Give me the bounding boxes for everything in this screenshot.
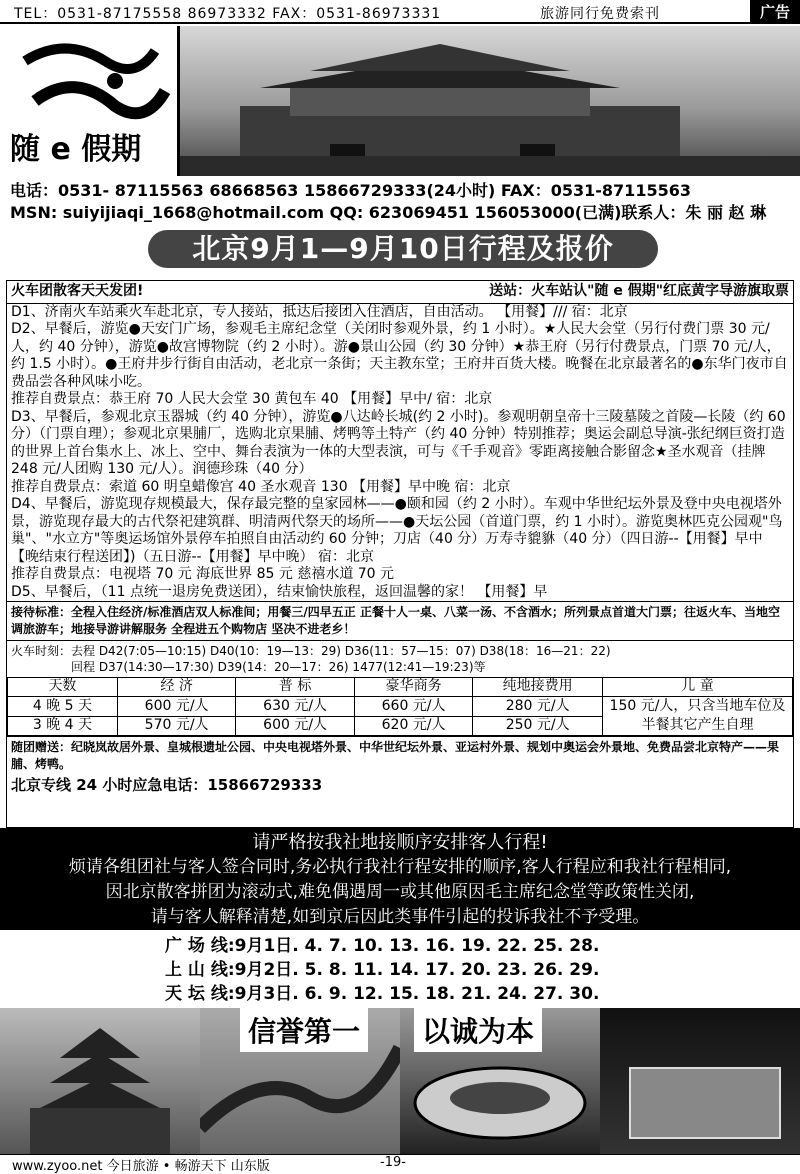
pickup-note: 送站：火车站认"随 e 假期"红底黄字导游旗取票: [489, 283, 789, 299]
optional-sights: 推荐自费景点：电视塔 70 元 海底世界 85 元 慈禧水道 70 元: [11, 566, 395, 582]
notice-line: 烦请各组团社与客人签合同时,务必执行我社行程安排的顺序,客人行程应和我社行程相同,: [68, 857, 732, 877]
table-cell: 570 元/人: [117, 716, 235, 736]
optional-sights: 推荐自费景点：索道 60 明皇蜡像宫 40 圣水观音 130 【用餐】早中晚 宿：北京: [11, 478, 511, 495]
return-trains: 回程 D37(14:30—17:30) D39(14：20—17：26) 1477(12:41—19:23)等: [71, 660, 486, 674]
outbound-trains: 火车时刻：去程 D42(7:05—10:15) D40(10：19—13：29) D36(11：57—15：07) D38(18：16—21：22): [11, 644, 611, 658]
page-number: -19-: [380, 1155, 406, 1170]
header-banner: [0, 26, 800, 176]
column-header: 儿 童: [603, 678, 793, 697]
table-cell: 600 元/人: [236, 716, 354, 736]
top-contact: TEL：0531-87175558 86973332 FAX：0531-86973331: [14, 6, 442, 22]
water-cube-icon: [600, 1008, 800, 1154]
day-item: D4、早餐后，游览现存规模最大，保存最完整的皇家园林——●颐和园（约 2 小时）。车观中华世纪坛外景及登中央电视塔外景，游览现存最大的古代祭祀建筑群、明清两代祭天的场所——●天坛公园（首道门票，约 1 小时）。游览奥林匹克公园观"鸟巢"、"水立方"等奥运场馆外景停车拍照自由活动约 60 分钟；刀店（40 分）万寿寺貔貅（40 分）（四日游--【用餐】早中【晚结束行程送团】)（五日游--【用餐】早中晚） 宿：北京: [11, 496, 783, 565]
logo: [0, 26, 180, 176]
brand-name: 随 e 假期: [10, 132, 142, 167]
itinerary-header: [7, 281, 793, 304]
itinerary-box: [6, 280, 794, 828]
child-price-cell: 150 元/人，只含当地车位及半餐其它产生自理: [603, 697, 793, 736]
table-header-row: [8, 678, 793, 697]
temple-of-heaven-photo: [0, 1008, 200, 1154]
slogan: 以诚为本: [414, 1008, 542, 1052]
msn-qq-line: MSN: suiyijiaqi_1668@hotmail.com QQ: 623069451 156053000(已满)联系人：朱 丽 赵 琳: [10, 203, 767, 222]
table-cell: 250 元/人: [473, 716, 603, 736]
train-schedule: [7, 640, 793, 677]
page-footer: [0, 1154, 800, 1172]
notice-line: 因北京散客拼团为滚动式,难免偶遇周一或其他原因毛主席纪念堂等政策性关闭,: [105, 882, 695, 902]
top-bar: [0, 0, 800, 24]
column-header: 纯地接费用: [473, 678, 603, 697]
itinerary-banner: 北京9月1—9月10日行程及报价: [148, 230, 658, 268]
day-list: [7, 304, 793, 602]
notice-line: 请与客人解释清楚,如到京后因此类事件引起的投诉我社不予受理。: [150, 907, 650, 927]
column-header: 天数: [8, 678, 118, 697]
table-cell: 630 元/人: [236, 697, 354, 717]
table-cell: 280 元/人: [473, 697, 603, 717]
table-cell: 660 元/人: [354, 697, 472, 717]
day-item: D5、早餐后，（11 点统一退房免费送团），结束愉快旅程，返回温馨的家！ 【用餐】早: [11, 583, 548, 600]
column-header: 普 标: [236, 678, 354, 697]
water-cube-photo: [600, 1008, 800, 1154]
tiananmen-photo: [180, 26, 800, 176]
column-header: 豪华商务: [354, 678, 472, 697]
footer-site: www.zyoo.net 今日旅游 • 畅游天下 山东版: [12, 1159, 270, 1174]
slogan: 信誉第一: [240, 1008, 368, 1052]
table-cell: 620 元/人: [354, 716, 472, 736]
route-schedule: [165, 934, 599, 1006]
temple-icon: [0, 1008, 200, 1154]
route-line: 广 场 线:9月1日. 4. 7. 10. 13. 16. 19. 22. 25. 28.: [165, 936, 600, 956]
ad-badge: 广告: [750, 0, 800, 24]
dragon-icon: [5, 31, 175, 131]
optional-sights: 推荐自费景点：恭王府 70 人民大会堂 30 黄包车 40 【用餐】早中/ 宿：北京: [11, 391, 493, 407]
table-cell: 600 元/人: [117, 697, 235, 717]
notice-title: 请严格按我社地接顺序安排客人行程!: [252, 832, 548, 853]
route-line: 天 坛 线:9月3日. 6. 9. 12. 15. 18. 21. 24. 27. 30.: [165, 984, 600, 1004]
day-item: D3、早餐后，参观北京玉器城（约 40 分钟），游览●八达岭长城(约 2 小时)。参观明朝皇帝十三陵墓陵之首陵—长陵（约 60 分）（门票自理）；参观北京果脯厂，选购北京果脯、烤鸭等土特产（约 40 分钟）特别推荐；奥运会副总导演-张纪纲巨资打造的世界上首台集水上、冰上、空中、舞台表演为一体的大型表演，可与《千手观音》零距离接触合影留念★圣水观音（挂牌 248 元/人团购 130 元/人）。润德珍珠（40 分）: [11, 408, 786, 477]
emergency-hotline: 北京专线 24 小时应急电话：15866729333: [11, 776, 323, 794]
free-index-label: 旅游同行免费索刊: [540, 6, 660, 22]
table-cell: 3 晚 4 天: [8, 716, 118, 736]
column-header: 经 济: [117, 678, 235, 697]
free-gifts: 随团赠送：纪晓岚故居外景、皇城根遗址公园、中央电视塔外景、中华世纪坛外景、亚运村外景、规划中奥运会外景地、免费品尝北京特产——果脯、烤鸭。: [7, 736, 793, 775]
day-item: D1、济南火车站乘火车赴北京，专人接站，抵达后接团入住酒店，自由活动。 【用餐】/// 宿：北京: [11, 303, 628, 320]
table-cell: 4 晚 5 天: [8, 697, 118, 717]
daily-departure: 火车团散客天天发团!: [11, 283, 144, 299]
price-table: [7, 677, 793, 736]
route-line: 上 山 线:9月2日. 5. 8. 11. 14. 17. 20. 23. 26. 29.: [165, 960, 600, 980]
phone-line: 电话：0531- 87115563 68668563 15866729333(24小时) FAX：0531-87115563: [10, 181, 691, 200]
day-item: D2、早餐后，游览●天安门广场，参观毛主席纪念堂（关闭时参观外景，约 1 小时）。★人民大会堂（另行付费门票 30 元/人，约 40 分钟），游览●故宫博物院（约 2 小时）。游●景山公园（约 30 分钟）★恭王府（另行付费景点，门票 70 元/人，约 1.5 小时）。●王府井步行街自由活动，老北京一条街；天主教东堂；王府井百货大楼。晚餐在北京最著名的●东华门夜市自费品尝各种风味小吃。: [11, 321, 788, 390]
contact-info: [10, 180, 795, 224]
notice-box: [0, 828, 800, 930]
photo-strip: [0, 1008, 800, 1154]
table-row: [8, 697, 793, 717]
service-standards: 接待标准：全程入住经济/标准酒店双人标准间；用餐三/四早五正 正餐十人一桌、八菜一汤、不含酒水；所列景点首道大门票；往返火车、当地空调旅游车；地接导游讲解服务 全程进五个购物店 坚决不进老乡！: [7, 601, 793, 640]
tiananmen-icon: [180, 26, 800, 176]
